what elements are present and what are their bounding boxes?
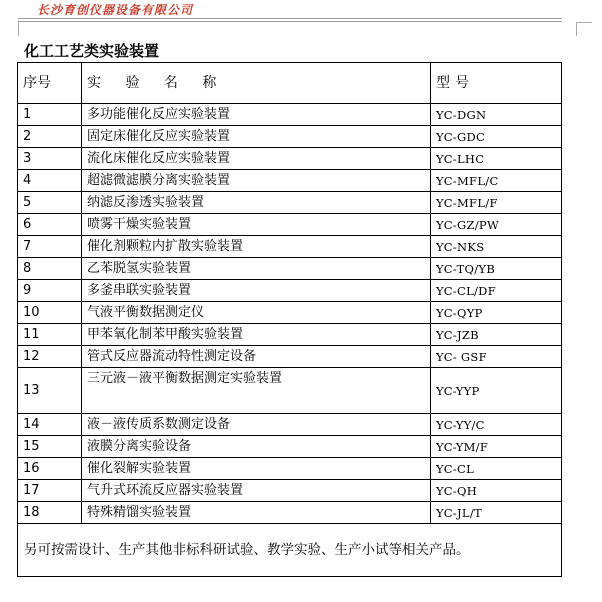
row-number: 16 bbox=[18, 458, 82, 480]
row-model: YC-QYP bbox=[431, 302, 562, 324]
row-name: 液－液传质系数测定设备 bbox=[82, 414, 431, 436]
row-model: YC-CL/DF bbox=[431, 280, 562, 302]
row-model: YC-JL/T bbox=[431, 502, 562, 524]
row-name: 多釜串联实验装置 bbox=[82, 280, 431, 302]
row-number: 11 bbox=[18, 324, 82, 346]
header-rule-bottom bbox=[18, 21, 562, 22]
table-row bbox=[18, 126, 562, 148]
table-row bbox=[18, 480, 562, 502]
row-name: 超滤微滤膜分离实验装置 bbox=[82, 170, 431, 192]
row-number: 5 bbox=[18, 192, 82, 214]
row-number: 15 bbox=[18, 436, 82, 458]
table-header-row bbox=[18, 63, 562, 104]
row-number: 4 bbox=[18, 170, 82, 192]
row-number: 14 bbox=[18, 414, 82, 436]
row-model: YC-YY/C bbox=[431, 414, 562, 436]
row-name: 催化剂颗粒内扩散实验装置 bbox=[82, 236, 431, 258]
row-name: 流化床催化反应实验装置 bbox=[82, 148, 431, 170]
table-row bbox=[18, 502, 562, 524]
equipment-table bbox=[17, 62, 562, 577]
table-row bbox=[18, 236, 562, 258]
table-row bbox=[18, 148, 562, 170]
margin-mark-right-horizontal bbox=[576, 22, 592, 23]
table-row bbox=[18, 368, 562, 414]
row-number: 9 bbox=[18, 280, 82, 302]
row-name: 液膜分离实验设备 bbox=[82, 436, 431, 458]
row-model: YC-CL bbox=[431, 458, 562, 480]
margin-mark-right bbox=[576, 22, 577, 36]
row-model: YC-GDC bbox=[431, 126, 562, 148]
column-header-no: 序号 bbox=[18, 63, 82, 104]
row-number: 2 bbox=[18, 126, 82, 148]
table-footer-row bbox=[18, 524, 562, 577]
row-name: 纳滤反渗透实验装置 bbox=[82, 192, 431, 214]
company-name: 长沙育创仪器设备有限公司 bbox=[37, 3, 194, 17]
row-number: 18 bbox=[18, 502, 82, 524]
row-number: 12 bbox=[18, 346, 82, 368]
row-name: 气升式环流反应器实验装置 bbox=[82, 480, 431, 502]
table-row bbox=[18, 280, 562, 302]
table-row bbox=[18, 214, 562, 236]
row-model: YC-DGN bbox=[431, 104, 562, 126]
table-row bbox=[18, 302, 562, 324]
column-header-name: 实 验 名 称 bbox=[82, 63, 431, 104]
row-number: 8 bbox=[18, 258, 82, 280]
row-name: 喷雾干燥实验装置 bbox=[82, 214, 431, 236]
row-name: 管式反应器流动特性测定设备 bbox=[82, 346, 431, 368]
header-rule-top bbox=[18, 18, 562, 19]
row-model: YC-MFL/F bbox=[431, 192, 562, 214]
margin-mark-left bbox=[18, 22, 19, 36]
table-row bbox=[18, 258, 562, 280]
row-model: YC- GSF bbox=[431, 346, 562, 368]
row-model: YC-YM/F bbox=[431, 436, 562, 458]
row-number: 10 bbox=[18, 302, 82, 324]
column-header-model: 型 号 bbox=[431, 63, 562, 104]
row-number: 13 bbox=[18, 368, 82, 414]
row-name: 固定床催化反应实验装置 bbox=[82, 126, 431, 148]
row-number: 17 bbox=[18, 480, 82, 502]
row-name: 乙苯脱氢实验装置 bbox=[82, 258, 431, 280]
row-model: YC-TQ/YB bbox=[431, 258, 562, 280]
footer-note: 另可按需设计、生产其他非标科研试验、教学实验、生产小试等相关产品。 bbox=[18, 524, 562, 577]
row-model: YC-YYP bbox=[431, 368, 562, 414]
row-model: YC-MFL/C bbox=[431, 170, 562, 192]
row-name: 催化裂解实验装置 bbox=[82, 458, 431, 480]
row-number: 7 bbox=[18, 236, 82, 258]
row-name: 特殊精馏实验装置 bbox=[82, 502, 431, 524]
table-row bbox=[18, 346, 562, 368]
row-name: 甲苯氧化制苯甲酸实验装置 bbox=[82, 324, 431, 346]
row-name: 气液平衡数据测定仪 bbox=[82, 302, 431, 324]
row-model: YC-JZB bbox=[431, 324, 562, 346]
row-name: 多功能催化反应实验装置 bbox=[82, 104, 431, 126]
table-row bbox=[18, 104, 562, 126]
table-row bbox=[18, 170, 562, 192]
row-number: 3 bbox=[18, 148, 82, 170]
table-row bbox=[18, 458, 562, 480]
table-row bbox=[18, 324, 562, 346]
row-model: YC-GZ/PW bbox=[431, 214, 562, 236]
row-model: YC-LHC bbox=[431, 148, 562, 170]
row-name: 三元液－液平衡数据测定实验装置 bbox=[82, 368, 431, 414]
row-model: YC-NKS bbox=[431, 236, 562, 258]
table-row bbox=[18, 436, 562, 458]
document-title: 化工工艺类实验装置 bbox=[24, 42, 160, 60]
row-number: 1 bbox=[18, 104, 82, 126]
row-model: YC-QH bbox=[431, 480, 562, 502]
row-number: 6 bbox=[18, 214, 82, 236]
table-row bbox=[18, 192, 562, 214]
table-row bbox=[18, 414, 562, 436]
